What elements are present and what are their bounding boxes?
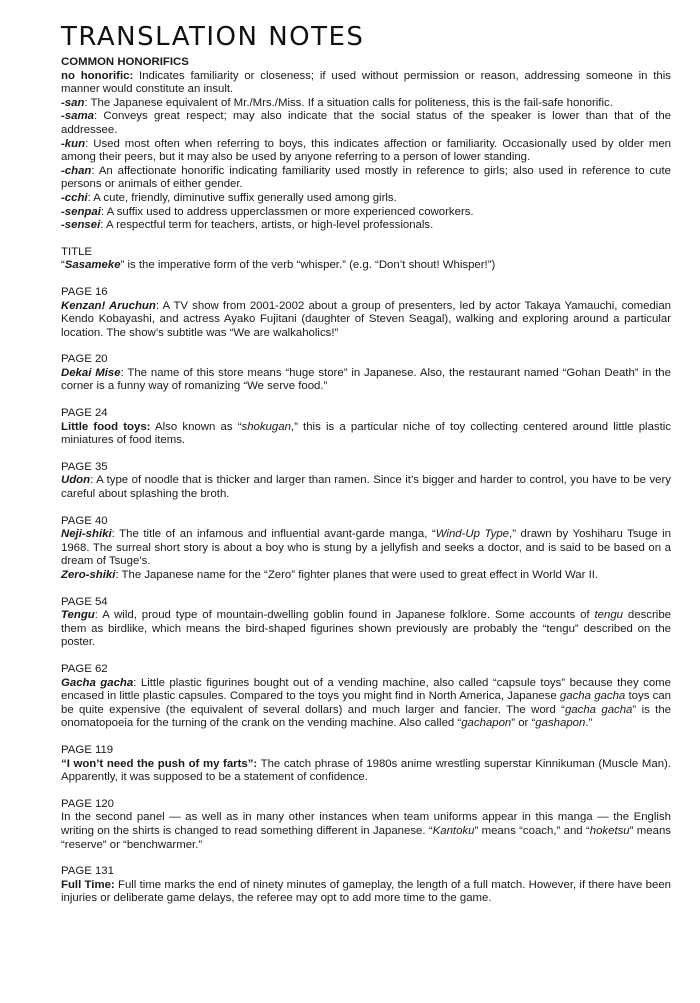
- note-page-40: [61, 515, 671, 583]
- note-page-20: [61, 353, 671, 394]
- note-page-54: [61, 596, 671, 650]
- note-page-131: [61, 865, 671, 906]
- honorific-kun: -kun: Used most often when referring to boys, this indicates affection or familiarity. Occasionally used by older men among their peers, but it may also be used by anyone referring to a person of lower standing.: [61, 137, 671, 164]
- honorific-cchi: -cchi: A cute, friendly, diminutive suffix generally used among girls.: [61, 191, 397, 204]
- note-page-35: [61, 461, 671, 502]
- note-page-24: [61, 407, 671, 448]
- section-label: PAGE 35: [61, 460, 108, 473]
- honorifics-block: [61, 56, 671, 233]
- translation-notes-page: [61, 22, 671, 906]
- section-label: PAGE 120: [61, 797, 114, 810]
- note-entry: Full Time: Full time marks the end of ninety minutes of gameplay, the length of a full match. However, if there have been injuries or deliberate game delays, the referee may opt to add more time to the game.: [61, 878, 671, 905]
- note-page-120: [61, 798, 671, 852]
- honorific-none: no honorific: Indicates familiarity or closeness; if used without permission or reason, addressing someone in this manner would constitute an insult.: [61, 69, 671, 96]
- section-label: PAGE 131: [61, 865, 114, 878]
- note-title: [61, 246, 671, 273]
- note-entry: Kenzan! Aruchun: A TV show from 2001-2002 about a group of presenters, led by actor Takaya Yamauchi, comedian Kendo Kobayashi, and actress Ayako Fujitani (daughter of Steven Seagal), walking and exploring around a particular location. The show’s subtitle was “We are walkaholics!”: [61, 299, 671, 339]
- honorific-sama: -sama: Conveys great respect; may also indicate that the social status of the speaker is lower than that of the addressee.: [61, 110, 671, 136]
- section-label: PAGE 16: [61, 285, 108, 298]
- note-entry: Dekai Mise: The name of this store means “huge store” in Japanese. Also, the restaurant named “Gohan Death” in the corner is a funny way of romanizing “We serve food.”: [61, 366, 671, 393]
- note-entry: In the second panel — as well as in many other instances when team uniforms appear in this manga — the English writing on the shirts is changed to read something different in Japanese. “Kantoku” means “coach,” and “hoketsu” means “reserve” or “benchwarmer.”: [61, 811, 671, 851]
- section-label: PAGE 54: [61, 595, 108, 608]
- honorific-chan: -chan: An affectionate honorific indicating familiarity used mostly in reference to girls; also used in reference to cute persons or animals of either gender.: [61, 164, 671, 191]
- section-label: PAGE 62: [61, 662, 108, 675]
- section-label: PAGE 119: [61, 743, 114, 756]
- honorific-sensei: -sensei: A respectful term for teachers, artists, or high-level professionals.: [61, 219, 434, 232]
- note-entry: Little food toys: Also known as “shokugan,” this is a particular niche of toy collecting centered around little plastic miniatures of food items.: [61, 420, 671, 447]
- honorific-san: -san: The Japanese equivalent of Mr./Mrs./Miss. If a situation calls for politeness, this is the fail-safe honorific.: [61, 96, 613, 109]
- section-label: PAGE 24: [61, 407, 108, 420]
- page-title: TRANSLATION NOTES: [61, 22, 365, 52]
- section-label: PAGE 40: [61, 514, 108, 527]
- honorifics-heading: COMMON HONORIFICS: [61, 56, 189, 68]
- note-entry: Gacha gacha: Little plastic figurines bought out of a vending machine, also called “capsule toys” because they come encased in little plastic capsules. Compared to the toys you might find in North America, Japanese gacha gacha toys can be quite expensive (the equivalent of several dollars) and much larger and fancier. The word “gacha gacha” is the onomatopoeia for the turning of the crank on the vending machine. Also called “gachapon” or “gashapon.”: [61, 676, 671, 730]
- honorific-senpai: -senpai: A suffix used to address upperclassmen or more experienced coworkers.: [61, 205, 474, 218]
- note-entry: “I won’t need the push of my farts”: The catch phrase of 1980s anime wrestling superstar Kinnikuman (Muscle Man). Apparently, it was supposed to be a statement of confidence.: [61, 757, 671, 784]
- note-page-62: [61, 663, 671, 731]
- note-entry-zero-shiki: Zero-shiki: The Japanese name for the “Zero” fighter planes that were used to great effect in World War II.: [61, 569, 599, 581]
- note-entry: Udon: A type of noodle that is thicker and larger than ramen. Since it’s bigger and harder to control, you have to be very careful about splashing the broth.: [61, 474, 671, 501]
- section-label: PAGE 20: [61, 353, 108, 366]
- note-entry: Neji-shiki: The title of an infamous and influential avant-garde manga, “Wind-Up Type,” drawn by Yoshiharu Tsuge in 1968. The surreal short story is about a boy who is stung by a jellyfish and seeks a doctor, and is said to be based on a dream of Tsuge’s.: [61, 528, 671, 568]
- note-page-119: [61, 744, 671, 785]
- note-entry: Tengu: A wild, proud type of mountain-dwelling goblin found in Japanese folklore. Some accounts of tengu describe them as birdlike, which means the bird-shaped figurines shown previously are probably the “tengu” described on the poster.: [61, 609, 671, 649]
- section-label: TITLE: [61, 245, 93, 258]
- note-entry: “Sasameke” is the imperative form of the verb “whisper.” (e.g. “Don’t shout! Whisper!”): [61, 259, 496, 272]
- note-page-16: [61, 286, 671, 340]
